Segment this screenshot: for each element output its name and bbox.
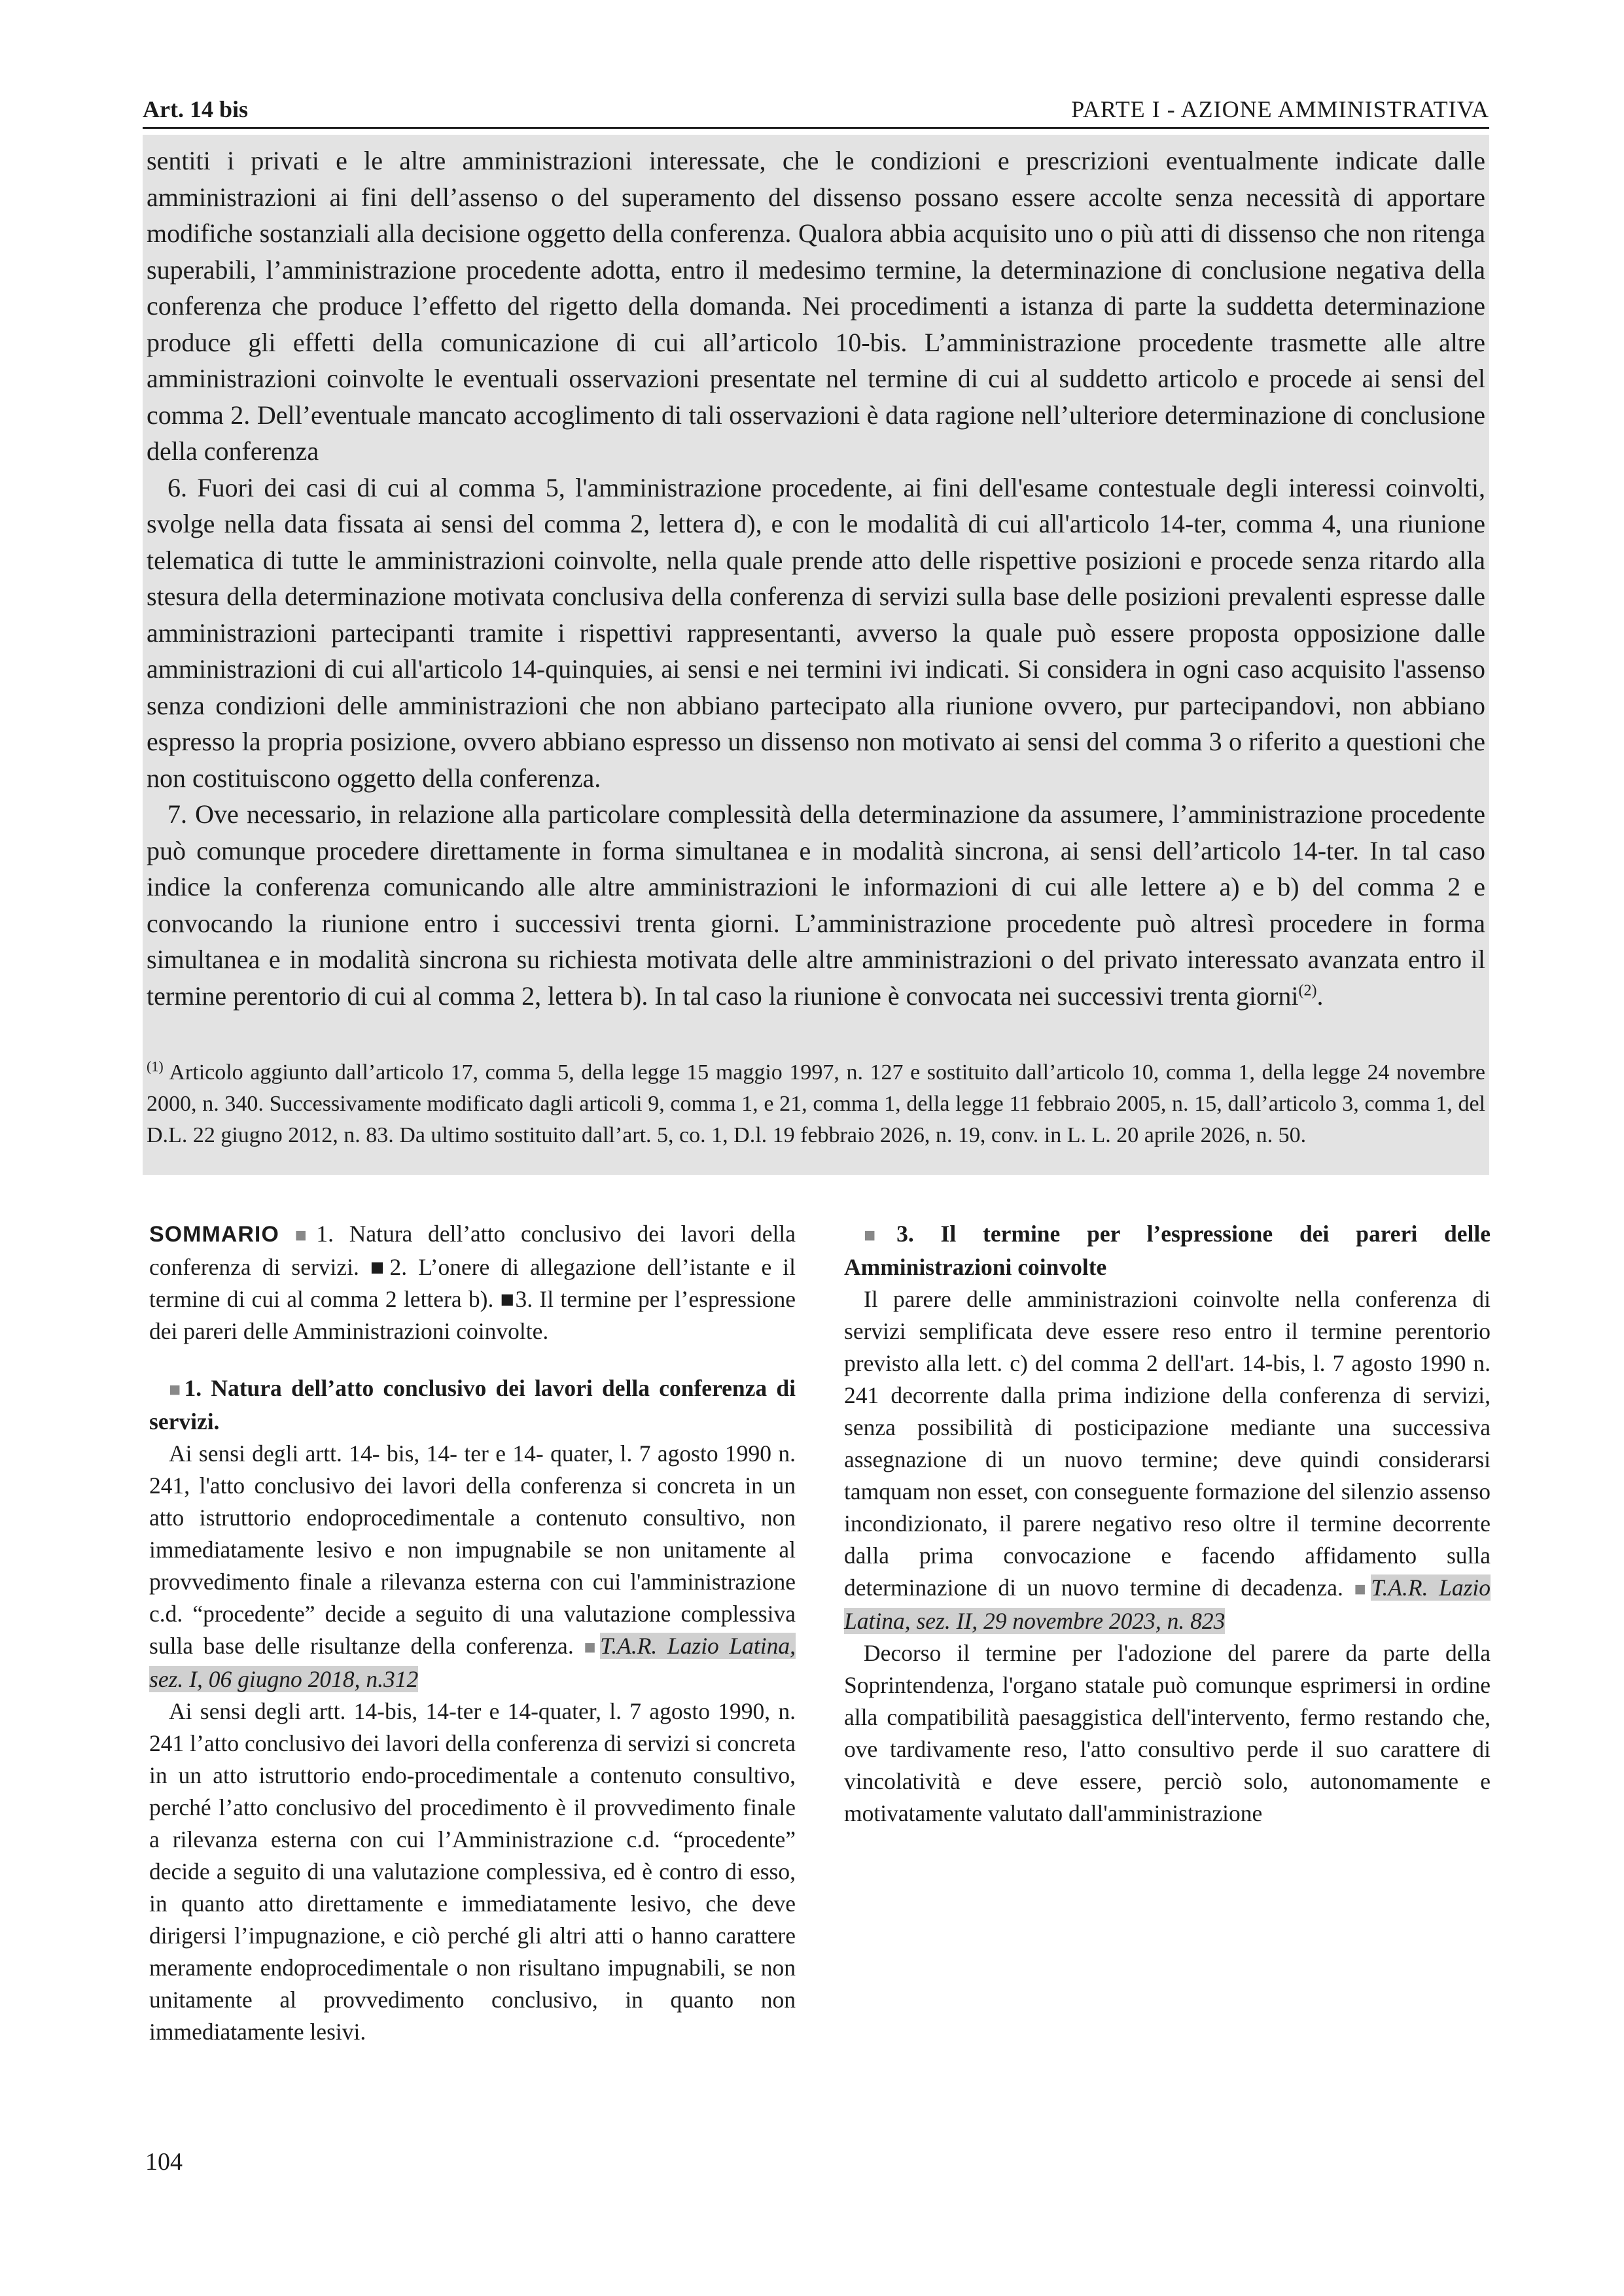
section-1-title-text: 1. Natura dell’atto conclusivo dei lavori della conferenza di servizi. xyxy=(149,1375,796,1435)
footnote-text: Articolo aggiunto dall’articolo 17, comma 5, della legge 15 maggio 1997, n. 127 e sostituito dall’articolo 10, comma 1, della legge 24 novembre 2000, n. 340. Successivamente modificato dagli articoli 9, comma 1, e 21, comma 1, della legge 11 febbraio 2005, n. 15, dall’articolo 3, comma 1, del D.L. 22 giugno 2012, n. 83. Da ultimo sostituito dall’art. 5, co. 1, D.l. 19 febbraio 2026, n. 19, conv. in L. L. 20 aprile 2026, n. 50. xyxy=(147,1060,1486,1147)
section-3-title-text: 3. Il termine per l’espressione dei pareri delle Amministrazioni coinvolte xyxy=(844,1221,1491,1280)
sommario-items: 1. Natura dell’atto conclusivo dei lavori della conferenza di servizi. ■2. L’onere di allegazione dell’istante e il termine di cui al comma 2 lettera b). ■3. Il termine per l’espressione dei pareri delle Amministrazioni coinvolte. xyxy=(149,1221,796,1344)
citation: T.A.R. Lazio Latina, sez. II, 29 novembre 2023, n. 823 xyxy=(844,1574,1491,1634)
square-bullet-icon: ■ xyxy=(169,1379,185,1400)
square-bullet-icon: ■ xyxy=(584,1637,601,1658)
section-1-para-2-text: Ai sensi degli artt. 14-bis, 14-ter e 14-quater, l. 7 agosto 1990, n. 241 l’atto conclusivo dei lavori della conferenza di servizi si concreta in un atto istruttorio endo-procedimentale a contenuto consultivo, perché l’atto conclusivo del procedimento è il provvedimento finale a rilevanza esterna con cui l’Amministrazione c.d. “procedente” decide a seguito di una valutazione complessiva, ed è contro di esso, in quanto atto direttamente e immediatamente lesivo, che deve dirigersi l’impugnazione, e ciò perché gli altri atti o hanno carattere meramente endoprocedimentale o non risultano impugnabili, se non unitamente al provvedimento conclusivo, in quanto non immediatamente lesivi. xyxy=(149,1698,796,2045)
law-text-para-6: 6. Fuori dei casi di cui al comma 5, l'amministrazione procedente, ai fini dell'esame contestuale degli interessi coinvolti, svolge nella data fissata ai sensi del comma 2, lettera d), e con le modalità di cui all'articolo 14-ter, comma 4, una riunione telematica di tutte le amministrazioni coinvolte, nella quale prende atto delle rispettive posizioni e procede senza ritardo alla stesura della determinazione motivata conclusiva della conferenza di servizi sulla base delle posizioni prevalenti espresse dalle amministrazioni partecipanti tramite i rispettivi rappresentanti, avverso la quale può essere proposta opposizione dalle amministrazioni di cui all'articolo 14-quinquies, ai sensi e nei termini ivi indicati. Si considera in ogni caso acquisito l'assenso senza condizioni delle amministrazioni che non abbiano partecipato alla riunione ovvero, pur partecipandovi, non abbiano espresso la propria posizione, ovvero abbiano espresso un dissenso non motivato ai sensi del comma 3 o riferito a questioni che non costituiscono oggetto della conferenza. xyxy=(147,472,1485,793)
left-column xyxy=(149,1218,796,2048)
section-1-title xyxy=(149,1372,796,1438)
footnote xyxy=(143,1053,1489,1175)
running-header xyxy=(143,86,1489,129)
footnote-mark: (1) xyxy=(147,1058,164,1075)
sommario xyxy=(149,1218,796,1348)
section-1-para-1-text: Ai sensi degli artt. 14- bis, 14- ter e 14- quater, l. 7 agosto 1990 n. 241, l'atto conclusivo dei lavori della conferenza si concreta in un atto istruttorio endoprocedimentale a contenuto consultivo, non immediatamente lesivo e non impugnabile se non unitamente al provvedimento finale a rilevanza esterna con cui l'amministrazione c.d. “procedente” decide a seguito di una valutazione complessiva sulla base delle risultanze della conferenza. xyxy=(149,1440,796,1659)
footnote-ref-2: (2) xyxy=(1298,982,1317,1000)
section-3-para-1-text: Il parere delle amministrazioni coinvolte nella conferenza di servizi semplificata deve essere reso entro il termine perentorio previsto alla lett. c) del comma 2 dell'art. 14-bis, l. 7 agosto 1990 n. 241 decorrente dalla prima indizione della conferenza di servizi, senza possibilità di posticipazione mediante una successiva assegnazione di un nuovo termine; deve quindi considerarsi tamquam non esset, con conseguente formazione del silenzio assenso incondizionato, il parere negativo reso oltre il termine decorrente dalla prima convocazione e facendo affidamento sulla determinazione di un nuovo termine di decadenza. xyxy=(844,1286,1491,1601)
law-text-continuation: sentiti i privati e le altre amministrazioni interessate, che le condizioni e prescrizioni eventualmente indicate dalle amministrazioni ai fini dell’assenso o del superamento del dissenso possano essere accolte senza necessità di apportare modifiche sostanziali alla decisione oggetto della conferenza. Qualora abbia acquisito uno o più atti di dissenso che non ritenga superabili, l’amministrazione procedente adotta, entro il medesimo termine, la determinazione di conclusione negativa della conferenza che produce l’effetto del rigetto della domanda. Nei procedimenti a istanza di parte la suddetta determinazione produce gli effetti della comunicazione di cui all’articolo 10-bis. L’amministrazione procedente trasmette alle altre amministrazioni coinvolte le eventuali osservazioni presentate nel termine di cui al suddetto articolo e procede ai sensi del comma 2. Dell’eventuale mancato accoglimento di tali osservazioni è data ragione nell’ulteriore determinazione di conclusione della conferenza xyxy=(147,146,1485,466)
section-1-para-2 xyxy=(149,1696,796,2048)
section-3-para-2: Decorso il termine per l'adozione del parere da parte della Soprintendenza, l'organo statale può comunque esprimersi in ordine alla compatibilità paesaggistica dell'intervento, fermo restando che, ove tardivamente reso, l'atto consultivo perde il suo carattere di vincolatività e deve essere, perciò solo, autonomamente e motivatamente valutato dall'amministrazione xyxy=(844,1640,1491,1826)
section-1-para-1 xyxy=(149,1438,796,1696)
law-text-para-7: 7. Ove necessario, in relazione alla particolare complessità della determinazione da assumere, l’amministrazione procedente può comunque procedere direttamente in forma simultanea e in modalità sincrona, ai sensi dell’articolo 14-ter. In tal caso indice la conferenza comunicando alle altre amministrazioni le informazioni di cui alle lettere a) e b) del comma 2 e convocando la riunione entro i successivi trenta giorni. L’amministrazione procedente può altresì procedere in forma simultanea e in modalità sincrona su richiesta motivata delle altre amministrazioni o del privato interessato avanzata entro il termine perentorio di cui al comma 2, lettera b). In tal caso la riunione è convocata nei successivi trenta giorni$^{(2)}$. xyxy=(147,799,1485,1011)
right-column xyxy=(844,1218,1491,1830)
law-text-block xyxy=(143,135,1489,1175)
section-3-title xyxy=(844,1218,1491,1283)
square-bullet-icon: ■ xyxy=(864,1225,897,1246)
para-7-text: 7. Ove necessario, in relazione alla particolare complessità della determinazione da assumere, l’amministrazione procedente può comunque procedere direttamente in forma simultanea e in modalità sincrona, ai sensi dell’articolo 14-ter. In tal caso indice la conferenza comunicando alle altre amministrazioni le informazioni di cui alle lettere a) e b) del comma 2 e convocando la riunione entro i successivi trenta giorni. L’amministrazione procedente può altresì procedere in forma simultanea e in modalità sincrona su richiesta motivata delle altre amministrazioni o del privato interessato avanzata entro il termine perentorio di cui al comma 2, lettera b). In tal caso la riunione è convocata nei successivi trenta giorni xyxy=(147,799,1485,1011)
article-label: Art. 14 bis xyxy=(143,96,248,122)
square-bullet-icon: ■ xyxy=(1354,1578,1371,1600)
page-number: 104 xyxy=(145,2148,183,2176)
square-bullet-icon: ■ xyxy=(294,1225,317,1246)
part-title: PARTE I - AZIONE AMMINISTRATIVA xyxy=(1071,96,1489,122)
citation: T.A.R. Lazio Latina, sez. I, 06 giugno 2018, n.312 xyxy=(149,1633,796,1692)
section-3-para-1 xyxy=(844,1283,1491,1637)
sommario-title: SOMMARIO xyxy=(149,1222,279,1247)
